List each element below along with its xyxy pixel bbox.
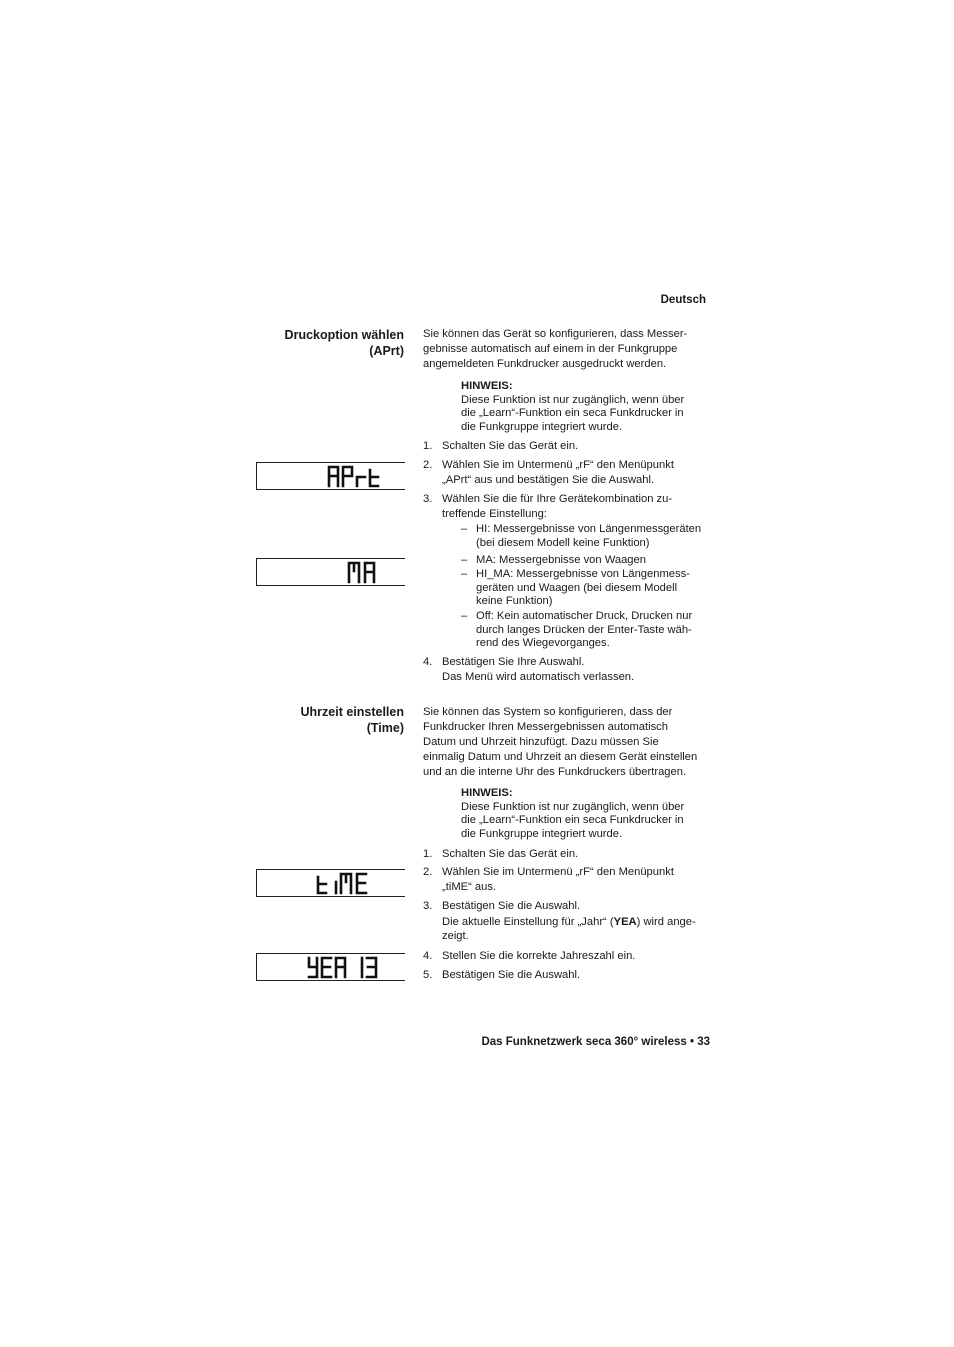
text-line: HI: Messergebnisse von Längenmessgeräten [476,523,702,535]
text-line: die „Learn“-Funktion ein seca Funkdrucker in [461,814,684,827]
text-line: Sie können das System so konfigurieren, dass der [423,706,673,718]
text-line: geräten und Waagen (bei diesem Modell [476,581,678,594]
text-line: MA: Messergebnisse von Waagen [476,554,646,566]
text-line: die Funkgruppe integriert wurde. [461,421,623,434]
step-number: 1. [423,848,433,860]
text-line: „APrt“ aus und bestätigen Sie die Auswahl. [442,473,655,486]
text-line: Stellen Sie die korrekte Jahreszahl ein. [442,950,636,962]
lcd-display [256,953,405,981]
text-line: einmalig Datum und Uhrzeit an diesem Gerät einstellen [423,751,698,763]
text-line: Bestätigen Sie die Auswahl. [442,969,581,981]
text-line: Diese Funktion ist nur zugänglich, wenn über [461,800,685,813]
note-box [461,787,711,842]
text-line: die Funkgruppe integriert wurde. [461,828,623,841]
text-fragment-bold: YEA [613,915,637,928]
note-heading: HINWEIS: [461,380,513,392]
text-line: Bestätigen Sie die Auswahl. [442,900,581,912]
text-line: Schalten Sie das Gerät ein. [442,440,579,452]
heading-line: Druckoption wählen [284,328,404,342]
dash-bullet: – [461,523,468,535]
dash-bullet: – [461,610,468,622]
heading-line: (Time) [366,721,404,735]
intro-paragraph [423,705,713,780]
text-line: Wählen Sie im Untermenü „rF“ den Menüpunkt [442,459,674,471]
note-heading: HINWEIS: [461,787,513,799]
lcd-readout-ma [347,559,387,585]
section-heading-time [230,704,404,736]
lcd-display [256,869,405,897]
text-line: Wählen Sie im Untermenü „rF“ den Menüpunkt [442,866,674,878]
step-number: 4. [423,656,433,668]
text-line: Diese Funktion ist nur zugänglich, wenn über [461,393,685,406]
lcd-display [256,558,405,586]
text-fragment: Die aktuelle Einstellung für „Jahr“ ( [442,915,614,928]
text-line: Das Menü wird automatisch verlassen. [442,670,635,683]
text-line: Schalten Sie das Gerät ein. [442,848,579,860]
intro-paragraph [423,327,713,372]
heading-line: Uhrzeit einstellen [300,705,404,719]
text-line [442,915,712,930]
lcd-readout-time [315,870,375,896]
text-line: die „Learn“-Funktion ein seca Funkdrucker in [461,407,684,420]
page-footer: Das Funknetzwerk seca 360° wireless • 33 [481,1036,710,1048]
lcd-readout-year [307,954,387,980]
text-line: Off: Kein automatischer Druck, Drucken nur [476,610,693,622]
dash-bullet: – [461,554,468,566]
language-label: Deutsch [660,294,706,306]
text-line: Funkdrucker Ihren Messergebnissen automatisch [423,721,668,733]
text-line: Datum und Uhrzeit hinzufügt. Dazu müssen Sie [423,736,659,748]
step-number: 3. [423,493,433,505]
text-line: zeigt. [442,930,469,943]
text-line: (bei diesem Modell keine Funktion) [476,536,650,549]
text-line: gebnisse automatisch auf einem in der Funkgruppe [423,343,678,355]
step-number: 5. [423,969,433,981]
text-line: „tiME“ aus. [442,880,497,893]
dash-bullet: – [461,568,468,580]
text-line: und an die interne Uhr des Funkdruckers übertragen. [423,766,687,778]
text-line: HI_MA: Messergebnisse von Längenmess- [476,568,690,580]
text-line: rend des Wiegevorganges. [476,637,610,650]
text-line: angemeldeten Funkdrucker ausgedruckt werden. [423,358,667,370]
step-number: 3. [423,900,433,912]
text-line: treffende Einstellung: [442,507,547,520]
step-number: 1. [423,440,433,452]
note-box [461,380,711,435]
step-number: 4. [423,950,433,962]
heading-line: (APrt) [369,344,404,358]
text-line: Wählen Sie die für Ihre Gerätekombination zu- [442,493,673,505]
text-line: durch langes Drücken der Enter-Taste wäh- [476,623,692,636]
text-line: Sie können das Gerät so konfigurieren, dass Messer- [423,328,688,340]
lcd-display [256,462,405,490]
text-line: keine Funktion) [476,595,553,608]
text-line: Bestätigen Sie Ihre Auswahl. [442,656,585,668]
section-heading-print-option [230,327,404,359]
step-number: 2. [423,866,433,878]
step-number: 2. [423,459,433,471]
lcd-readout-aprt [327,463,387,489]
text-fragment: ) wird ange- [636,915,696,928]
